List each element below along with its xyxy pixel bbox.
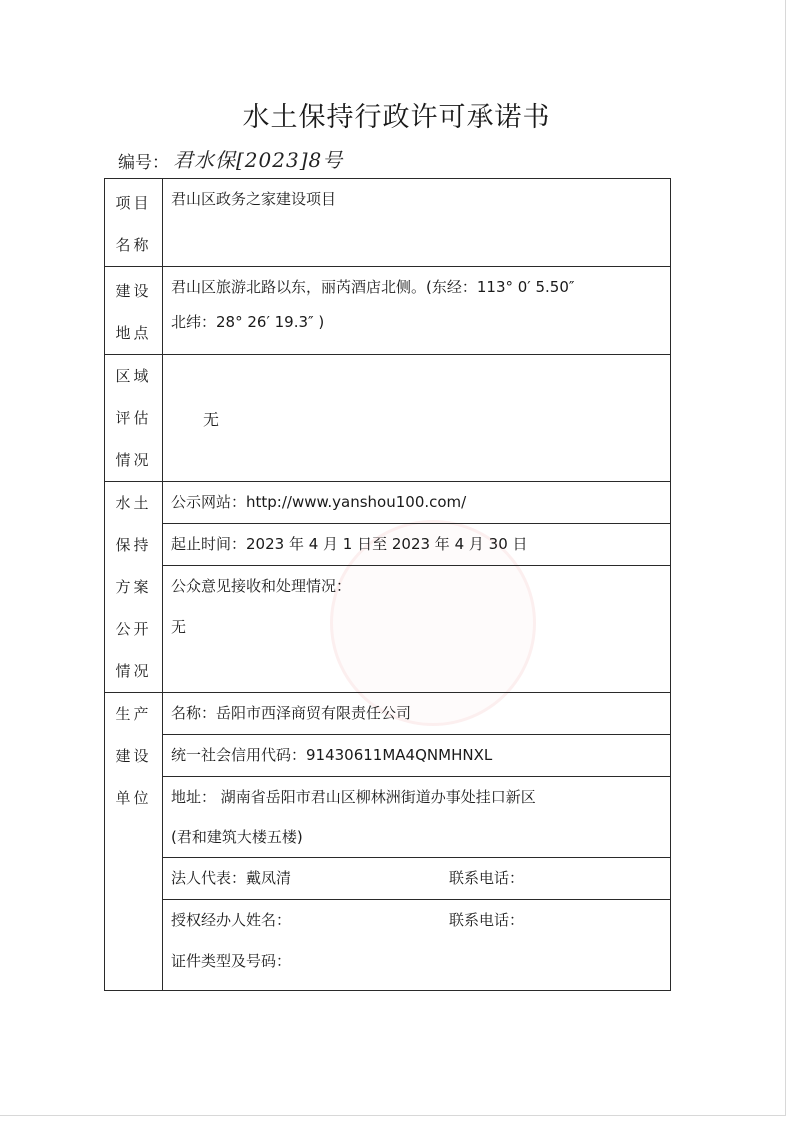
label-line: 情况 [115,662,152,680]
label-line: 单位 [115,789,152,807]
regional-text: 无 [203,409,220,429]
label-line: 名称 [115,236,152,254]
value-site [163,267,671,355]
site-line-1: 君山区旅游北路以东，丽芮酒店北侧。(东经：113° 0′ 5.50″ [171,278,575,296]
unit-id-type: 证件类型及号码： [171,952,292,970]
serial-handwritten: 君水保[2023]8号 [173,148,344,172]
project-name-text: 君山区政务之家建设项目 [171,190,337,208]
unit-address-line-2: (君和建筑大楼五楼) [171,828,303,846]
row-disclosure [105,482,671,693]
row-site [105,267,671,355]
label-line: 公开 [115,620,152,638]
label-line: 保持 [115,536,152,554]
label-line: 评估 [115,409,152,427]
label-regional [105,355,163,482]
value-unit [163,693,671,991]
label-site [105,267,163,355]
label-line: 区域 [115,367,152,385]
unit-credit-code: 统一社会信用代码：91430611MA4QNMHNXL [163,735,670,777]
label-line: 情况 [115,451,152,469]
unit-agent-name: 授权经办人姓名： [171,911,292,929]
unit-address [163,777,670,858]
disclosure-period: 起止时间：2023 年 4 月 1 日至 2023 年 4 月 30 日 [163,524,670,566]
disclosure-website: 公示网站：http://www.yanshou100.com/ [163,482,670,524]
serial-label: 编号： [118,153,169,173]
commitment-form-table [104,178,671,991]
label-line: 生产 [115,705,152,723]
disclosure-feedback-value: 无 [171,618,187,636]
label-line: 项目 [115,194,152,212]
label-line: 地点 [115,324,152,342]
label-project-name [105,179,163,267]
label-disclosure [105,482,163,693]
row-unit [105,693,671,991]
unit-agent-row [163,900,670,941]
row-regional [105,355,671,482]
unit-legal-rep: 法人代表：戴凤清 [171,869,292,887]
unit-name: 名称：岳阳市西泽商贸有限责任公司 [163,693,670,735]
value-regional [163,355,671,482]
unit-phone-2: 联系电话： [449,911,525,929]
unit-legal-rep-row [163,858,670,900]
disclosure-feedback-label: 公众意见接收和处理情况： [171,577,352,595]
site-line-2: 北纬：28° 26′ 19.3″ ) [171,313,325,331]
unit-phone-1: 联系电话： [449,869,525,887]
label-line: 建设 [115,282,152,300]
value-disclosure [163,482,671,693]
label-line: 水土 [115,494,152,512]
value-project-name [163,179,671,267]
unit-address-line-1: 地址： 湖南省岳阳市君山区柳林洲街道办事处挂口新区 [171,788,536,806]
label-line: 建设 [115,747,152,765]
label-line: 方案 [115,578,152,596]
row-project-name [105,179,671,267]
serial-number [118,143,343,173]
label-unit [105,693,163,991]
document-title: 水土保持行政许可承诺书 [242,102,551,133]
